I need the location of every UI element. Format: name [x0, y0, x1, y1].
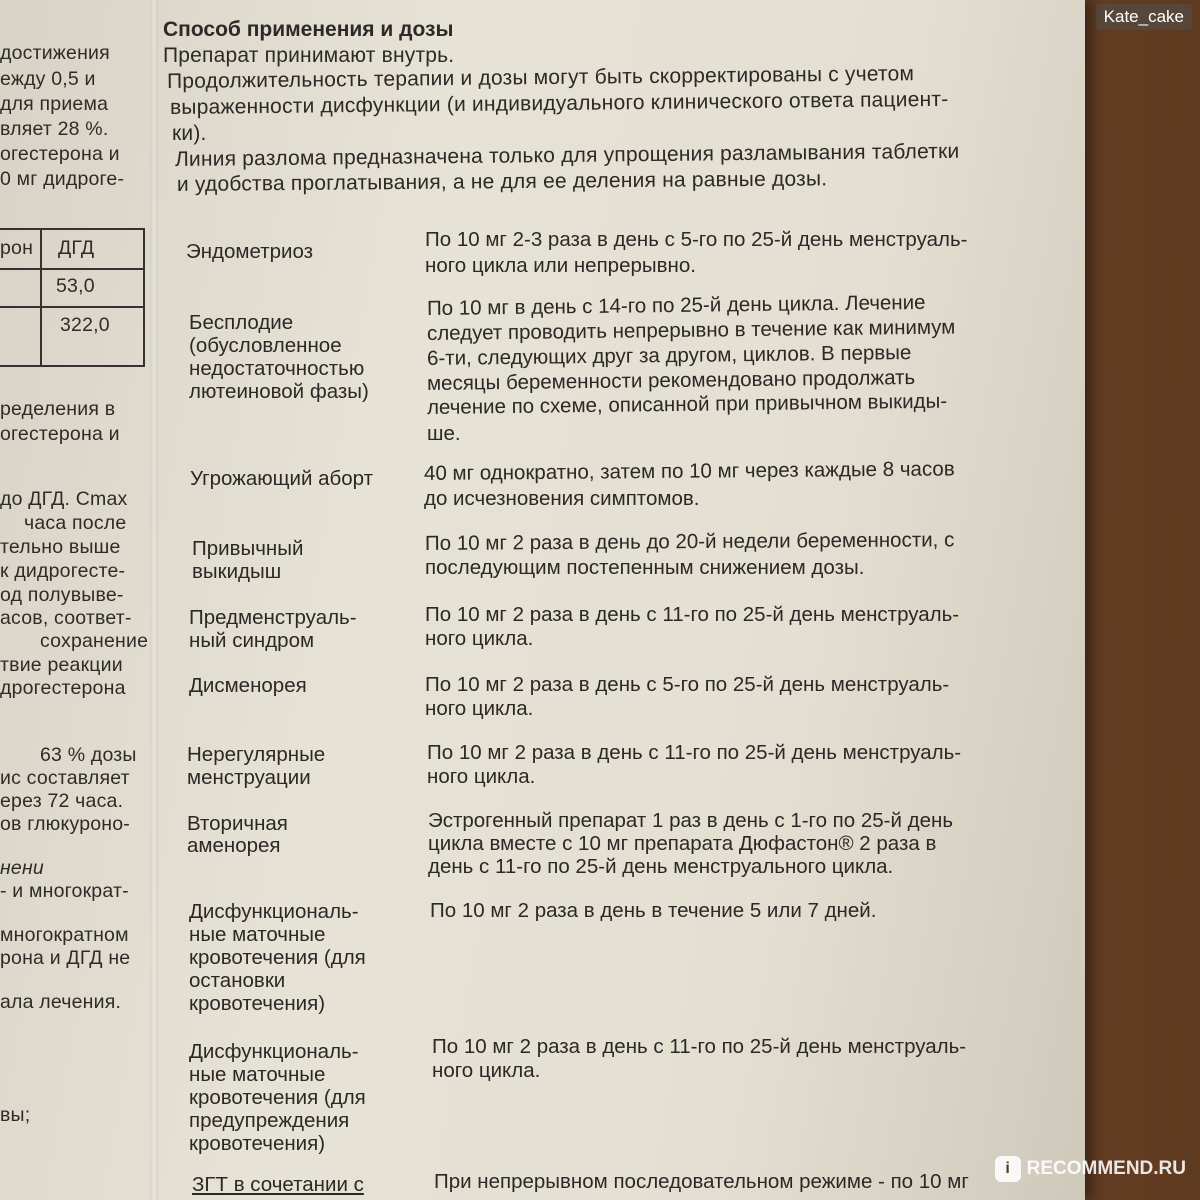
section-title: Способ применения и дозы — [163, 18, 454, 41]
left-line: ределения в — [0, 398, 116, 420]
dose-line: По 10 мг 2 раза в день в течение 5 или 7 дней. — [430, 899, 877, 922]
dose-line: ного цикла. — [425, 697, 534, 720]
indication-line: (обусловленное — [189, 334, 342, 357]
dose-line: По 10 мг 2 раза в день с 11-го по 25-й день менструаль- — [432, 1035, 967, 1058]
indication-endometriosis: Эндометриоз — [186, 240, 314, 263]
indication-line: ный синдром — [189, 629, 315, 652]
left-line: ис составляет — [0, 767, 130, 789]
indication-dysmenorrhea: Дисменорея — [189, 674, 307, 697]
left-line: вы; — [0, 1104, 31, 1126]
dose-line: лечение по схеме, описанной при привычном выкиды- — [426, 389, 948, 419]
indication-threatened-abortion: Угрожающий аборт — [190, 467, 373, 490]
indication-line: лютеиновой фазы) — [189, 380, 369, 403]
indication-line: кровотечения (для — [189, 1086, 366, 1109]
indication-irregular-menstruation: Нерегулярные — [187, 743, 326, 766]
author-watermark: Kate_cake — [1096, 4, 1192, 30]
left-line: огестерона и — [0, 423, 120, 445]
left-line: к дидрогесте- — [0, 560, 126, 582]
intro-line: ки). — [172, 122, 207, 145]
left-line: достижения — [0, 42, 110, 64]
table-cell: 322,0 — [60, 314, 110, 336]
indication-dub-prevent: Дисфункциональ- — [189, 1040, 359, 1063]
left-line: сохранение — [40, 630, 149, 652]
dose-line: до исчезновения симптомов. — [424, 487, 700, 510]
dose-line: последующим постепенным снижением дозы. — [425, 556, 865, 579]
site-watermark — [995, 1156, 1186, 1182]
left-line: ежду 0,5 и — [0, 68, 96, 90]
left-line: нени — [0, 857, 44, 879]
dose-line: следует проводить непрерывно в течение как минимум — [426, 315, 956, 345]
dose-line: По 10 мг 2 раза в день с 5-го по 25-й день менструаль- — [425, 673, 950, 696]
indication-premenstrual-syndrome: Предменструаль- — [189, 606, 357, 629]
indication-infertility: Бесплодие — [189, 311, 294, 334]
left-line: асов, соответ- — [0, 607, 132, 629]
left-line: од полувыве- — [0, 584, 124, 606]
site-watermark-text: RECOMMEND.RU — [1026, 1158, 1186, 1179]
indication-line: ные маточные — [189, 1063, 326, 1086]
dose-line: 40 мг однократно, затем по 10 мг через каждые 8 часов — [423, 457, 955, 485]
intro-line: Линия разлома предназначена только для упрощения разламывания таблетки — [174, 139, 960, 171]
dose-line: день с 11-го по 25-й день менструального цикла. — [428, 855, 894, 878]
dose-line: ного цикла. — [427, 765, 536, 788]
dose-line: Эстрогенный препарат 1 раз в день с 1-го по 25-й день — [428, 809, 954, 832]
indication-hrt: ЗГТ в сочетании с — [192, 1173, 364, 1196]
left-line: тельно выше — [0, 536, 121, 558]
paper-fold — [150, 0, 158, 1200]
left-line: многократном — [0, 924, 129, 946]
dose-line: По 10 мг в день с 14-го по 25-й день цикла. Лечение — [426, 290, 926, 320]
indication-secondary-amenorrhea: Вторичная — [187, 812, 288, 835]
dose-line: месяцы беременности рекомендовано продолжать — [426, 366, 916, 395]
left-line: 0 мг дидроге- — [0, 168, 125, 190]
left-line: часа после — [24, 512, 127, 534]
dose-line: ного цикла. — [425, 627, 534, 650]
intro-line: выраженности дисфункции (и индивидуального клинического ответа пациент- — [169, 87, 949, 119]
dose-line: По 10 мг 2 раза в день с 11-го по 25-й день менструаль- — [427, 741, 962, 764]
intro-line: Препарат принимают внутрь. — [163, 44, 455, 67]
indication-line: ные маточные — [189, 923, 326, 946]
left-line: огестерона и — [0, 143, 120, 165]
left-line: ала лечения. — [0, 991, 122, 1013]
indication-line: недостаточностью — [189, 357, 365, 380]
indication-line: кровотечения (для — [189, 946, 366, 969]
intro-line: и удобства проглатывания, а не для ее деления на равные дозы. — [176, 167, 828, 196]
dose-line: По 10 мг 2 раза в день до 20-й недели беременности, с — [424, 528, 955, 555]
left-line: для приема — [0, 93, 109, 115]
left-line: до ДГД. Сmax — [0, 488, 128, 510]
dose-line: 6-ти, следующих друг за другом, циклов. В первые — [426, 341, 912, 370]
left-line: твие реакции — [0, 654, 123, 676]
indication-habitual-miscarriage: Привычный — [192, 537, 304, 560]
dose-line: ного цикла. — [432, 1059, 541, 1082]
dose-line: По 10 мг 2 раза в день с 11-го по 25-й день менструаль- — [425, 603, 960, 626]
left-line: вляет 28 %. — [0, 118, 109, 140]
table-header-progesterone: рон — [0, 237, 34, 259]
dose-line: По 10 мг 2-3 раза в день с 5-го по 25-й день менструаль- — [425, 228, 968, 251]
indication-line: аменорея — [187, 834, 281, 857]
indication-line: предупреждения — [189, 1109, 350, 1132]
indication-dub-stop: Дисфункциональ- — [189, 900, 359, 923]
dose-line: ного цикла или непрерывно. — [425, 254, 696, 277]
left-line: ов глюкуроно- — [0, 813, 130, 835]
recommend-logo-icon: i — [995, 1156, 1021, 1182]
indication-line: остановки — [189, 969, 286, 992]
indication-line: менструации — [187, 766, 311, 789]
dose-line: цикла вместе с 10 мг препарата Дюфастон® 2 раза в — [428, 832, 937, 855]
indication-line: выкидыш — [192, 560, 282, 583]
left-line: рона и ДГД не — [0, 947, 131, 969]
left-line: ерез 72 часа. — [0, 790, 124, 812]
dose-line: ше. — [427, 422, 461, 445]
table-header-dgd: ДГД — [58, 237, 95, 259]
table-cell: 53,0 — [56, 275, 95, 297]
indication-line: кровотечения) — [189, 1132, 326, 1155]
indication-line: кровотечения) — [189, 992, 326, 1015]
dose-line: При непрерывном последовательном режиме - по 10 мг — [434, 1170, 969, 1193]
left-line: дрогестерона — [0, 677, 126, 699]
left-line: - и многократ- — [0, 880, 129, 902]
intro-line: Продолжительность терапии и дозы могут быть скорректированы с учетом — [166, 62, 915, 93]
left-line: 63 % дозы — [40, 744, 137, 766]
